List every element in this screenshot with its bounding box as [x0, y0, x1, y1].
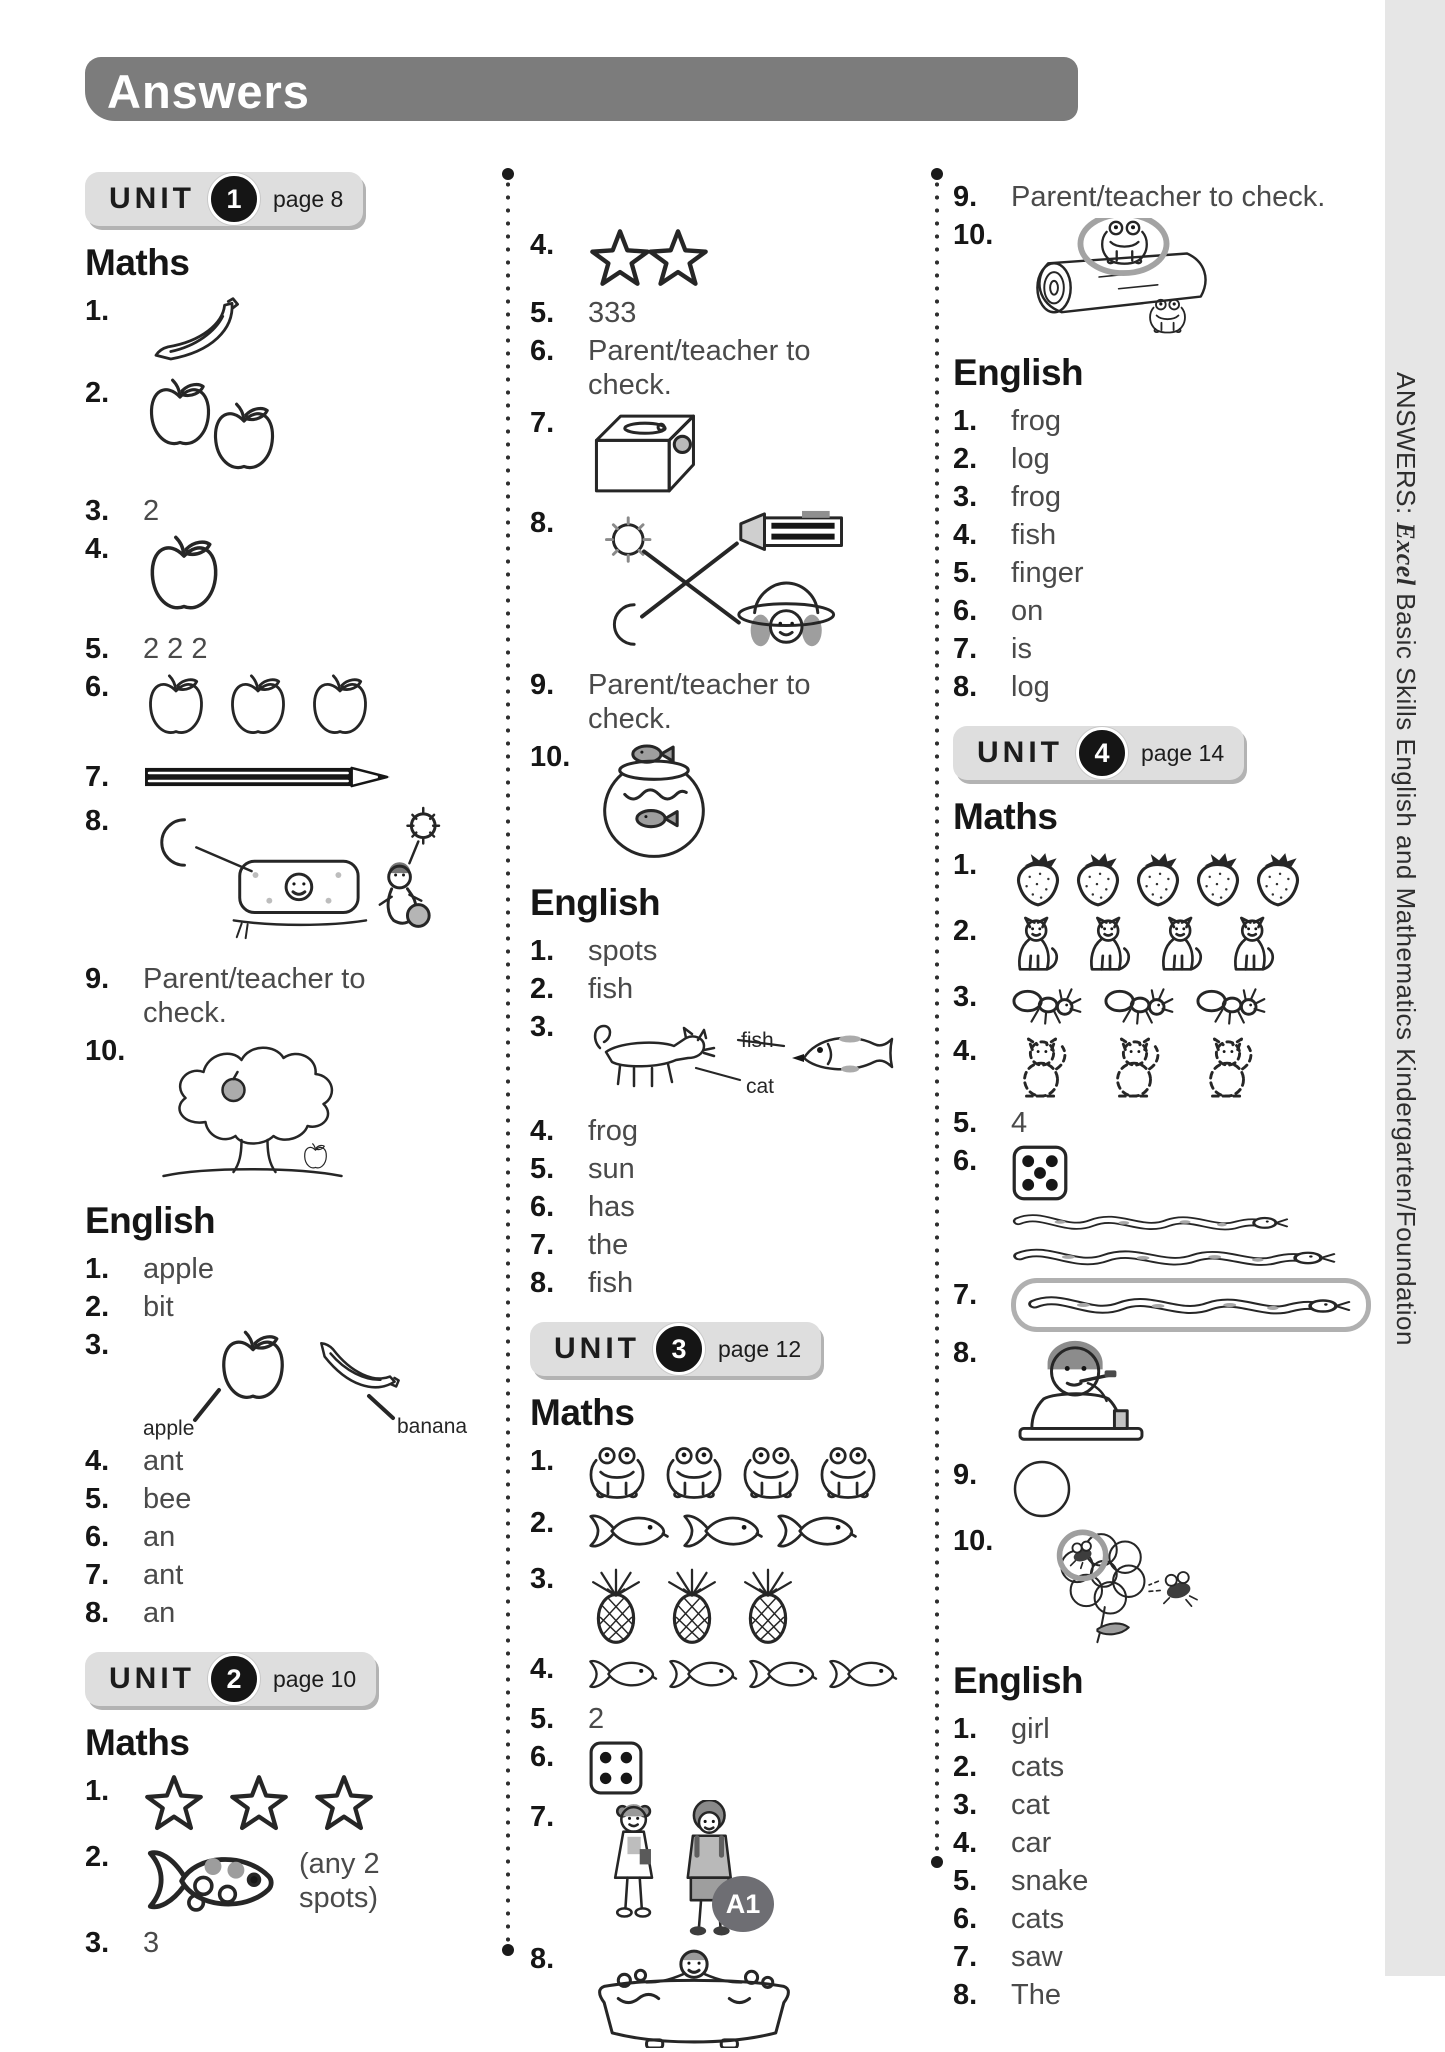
answer-item [530, 934, 902, 968]
answer-item [530, 1506, 902, 1558]
item-number: 1. [953, 849, 978, 881]
unit-3-badge [530, 1322, 821, 1376]
item-number: 8. [530, 1943, 555, 1975]
answer-text: frog [1011, 405, 1061, 437]
item-number: 3. [85, 495, 110, 527]
answer-item [530, 1562, 902, 1648]
answer-item [953, 1278, 1328, 1332]
answer-item [85, 670, 450, 744]
answer-text: frog [1011, 481, 1061, 513]
answer-item [953, 1712, 1328, 1746]
item-number: 4. [85, 533, 110, 565]
answer-item [953, 218, 1328, 336]
item-number: 3. [530, 1563, 555, 1595]
answer-item [85, 294, 450, 372]
item-number: 2. [953, 1751, 978, 1783]
answer-item [953, 1826, 1328, 1860]
answer-item [953, 1524, 1328, 1644]
answer-text: girl [1011, 1713, 1050, 1745]
divider-end-dot [931, 1856, 943, 1868]
four-fish-image [588, 1652, 898, 1698]
answer-item [953, 1336, 1328, 1454]
column-1 [85, 150, 468, 1964]
answer-text: 2 [588, 1703, 605, 1735]
apple-banana-labelled-image [143, 1328, 468, 1440]
short-snake-image [1011, 1206, 1328, 1238]
answer-text: log [1011, 443, 1050, 475]
answer-item [85, 376, 450, 482]
unit-4-badge [953, 726, 1244, 780]
answer-text: fish [1011, 519, 1057, 551]
item-number: 6. [85, 671, 110, 703]
item-number: 5. [953, 1107, 978, 1139]
five-strawberries-image [1011, 848, 1311, 910]
sidebar-running-title [1390, 372, 1421, 1346]
item-number: 2. [530, 973, 555, 1005]
answer-item [530, 1228, 902, 1262]
item-number: 2. [530, 1507, 555, 1539]
item-number: 3. [953, 481, 978, 513]
column-2 [530, 150, 902, 2052]
answer-item [85, 804, 450, 952]
answer-text: sun [588, 1153, 635, 1185]
answer-text: ant [143, 1445, 184, 1477]
item-number: 2. [85, 377, 110, 409]
item-number: 9. [530, 669, 555, 701]
item-number: 10. [530, 741, 571, 773]
banana-image [143, 294, 245, 372]
item-number: 5. [85, 1483, 110, 1515]
sun-moon-matching-image [588, 506, 860, 664]
night-day-matching-image [143, 804, 443, 952]
item-number: 9. [85, 963, 110, 995]
answer-item [530, 1152, 902, 1186]
item-number: 1. [953, 405, 978, 437]
answer-text: Parent/teacher to check. [1011, 181, 1326, 213]
answer-text: 3 [143, 1927, 160, 1959]
divider-dotted-line [506, 178, 510, 1946]
answer-text: snake [1011, 1865, 1089, 1897]
answer-item [85, 1482, 450, 1516]
unit-label: UNIT [554, 1332, 640, 1365]
answer-item [530, 668, 902, 736]
answer-text: fish [588, 973, 634, 1005]
item-number: 8. [953, 1979, 978, 2011]
pencil-image [143, 761, 395, 793]
answer-item [953, 480, 1328, 514]
answer-item [953, 1788, 1328, 1822]
answer-item [530, 506, 902, 664]
banana-label: banana [397, 1415, 468, 1438]
answer-item [85, 1840, 450, 1922]
longest-snake-circled-image [1011, 1278, 1371, 1332]
item-number: 8. [85, 805, 110, 837]
four-cats-image [1011, 914, 1291, 976]
item-number: 6. [530, 1191, 555, 1223]
page-number-badge: A1 [712, 1876, 774, 1932]
answer-item [530, 1702, 902, 1736]
item-number: 6. [953, 1903, 978, 1935]
item-number: 8. [85, 1597, 110, 1629]
answer-item [530, 972, 902, 1006]
item-number: 8. [953, 1337, 978, 1369]
answer-item [953, 518, 1328, 552]
fish-label: fish [741, 1029, 774, 1052]
circle-image [1011, 1458, 1073, 1520]
answer-item [953, 1106, 1328, 1140]
item-number: 5. [530, 1703, 555, 1735]
answer-text: has [588, 1191, 635, 1223]
unit-label: UNIT [977, 736, 1063, 769]
answer-item [953, 980, 1328, 1030]
answer-item [953, 632, 1328, 666]
answer-item [530, 1114, 902, 1148]
item-number: 3. [953, 1789, 978, 1821]
answer-item [85, 1596, 450, 1630]
item-number: 4. [530, 1653, 555, 1685]
answer-text: cats [1011, 1903, 1065, 1935]
item-number: 5. [85, 633, 110, 665]
item-number: 5. [953, 557, 978, 589]
answer-item [953, 442, 1328, 476]
unit-page-ref: page 8 [273, 185, 344, 212]
answer-text: saw [1011, 1941, 1063, 1973]
item-number: 2. [953, 915, 978, 947]
item-number: 9. [953, 181, 978, 213]
item-number: 6. [530, 1741, 555, 1773]
answer-text: apple [143, 1253, 214, 1285]
answer-text: bee [143, 1483, 192, 1515]
pencil-sharpener-image [588, 406, 710, 502]
answer-item [85, 962, 450, 1030]
item-number: 1. [85, 1253, 110, 1285]
item-number: 2. [85, 1841, 110, 1873]
maths-heading: Maths [85, 242, 190, 283]
answer-item [530, 740, 902, 866]
item-number: 1. [85, 295, 110, 327]
item-number: 7. [953, 1279, 978, 1311]
sidebar-prefix: ANSWERS: [1391, 372, 1421, 523]
four-frogs-image [588, 1444, 878, 1502]
three-apples-image [143, 670, 375, 744]
apple-image [143, 532, 225, 620]
frog-on-log-circled-image [1011, 218, 1236, 336]
answer-text: cat [1011, 1789, 1050, 1821]
unit-number-circle: 1 [208, 173, 260, 225]
unit-page-ref: page 10 [273, 1665, 357, 1692]
divider-end-dot [502, 1944, 514, 1956]
item-number: 10. [85, 1035, 126, 1067]
answer-item [530, 1010, 902, 1110]
item-number: 7. [85, 1559, 110, 1591]
child-in-bath-image [588, 1942, 800, 2048]
page-title: Answers [107, 65, 310, 118]
item-number: 3. [953, 981, 978, 1013]
answer-text: 2 [143, 495, 160, 527]
item-number: 3. [85, 1927, 110, 1959]
item-number: 10. [953, 219, 994, 251]
item-number: 2. [85, 1291, 110, 1323]
answer-text: Parent/teacher to check. [588, 335, 811, 401]
answer-item [953, 1458, 1328, 1520]
answer-item [85, 1290, 450, 1324]
sidebar-suffix: Basic Skills English and Mathematics Kindergarten/Foundation [1391, 585, 1421, 1346]
answer-text: 333 [588, 297, 637, 329]
answer-item [953, 1978, 1328, 2012]
item-number: 10. [953, 1525, 994, 1557]
answer-item [953, 670, 1328, 704]
maths-heading: Maths [953, 796, 1058, 837]
answer-text: 2 2 2 [143, 633, 208, 665]
cat-label: cat [746, 1075, 775, 1098]
answer-item [953, 848, 1328, 910]
answer-text: car [1011, 1827, 1052, 1859]
answer-item [953, 404, 1328, 438]
answer-text: The [1011, 1979, 1061, 2011]
item-number: 7. [85, 761, 110, 793]
answer-item [85, 494, 450, 528]
item-number: 7. [953, 633, 978, 665]
answer-item [530, 228, 902, 292]
unit-page-ref: page 14 [1141, 739, 1225, 766]
item-number: 6. [953, 595, 978, 627]
item-number: 1. [530, 935, 555, 967]
three-dotted-cats-image [1011, 1034, 1263, 1102]
item-number: 4. [953, 1827, 978, 1859]
die-four-dots-image [588, 1740, 644, 1796]
answer-item [953, 1902, 1328, 1936]
answer-item [85, 1444, 450, 1478]
answer-item [85, 632, 450, 666]
answer-item [953, 1750, 1328, 1784]
answer-item [85, 1926, 450, 1960]
answer-item [953, 1144, 1328, 1202]
item-number: 4. [530, 229, 555, 261]
answer-item [85, 1034, 450, 1184]
answer-item [530, 406, 902, 502]
answer-text: bit [143, 1291, 174, 1323]
answer-text: log [1011, 671, 1050, 703]
maths-heading: Maths [530, 1392, 635, 1433]
unit-2-badge [85, 1652, 376, 1706]
column-divider-left [502, 168, 514, 1956]
answer-text: on [1011, 595, 1044, 627]
item-number: 5. [953, 1865, 978, 1897]
two-apples-image [143, 376, 301, 482]
answer-text: 4 [1011, 1107, 1028, 1139]
medium-snake-image [1011, 1240, 1328, 1274]
flower-with-bee-circled-image [1011, 1524, 1241, 1644]
answer-text: an [143, 1521, 176, 1553]
unit-label: UNIT [109, 182, 195, 215]
answer-item [953, 180, 1328, 214]
answer-item [530, 1740, 902, 1796]
answer-item [530, 334, 902, 402]
answer-text: the [588, 1229, 629, 1261]
answer-text: frog [588, 1115, 638, 1147]
sidebar-brand: Excel [1391, 522, 1420, 586]
answer-text: fish [588, 1267, 634, 1299]
answer-item [530, 296, 902, 330]
item-number: 1. [953, 1713, 978, 1745]
unit-number-circle: 4 [1076, 727, 1128, 779]
item-number: 4. [953, 1035, 978, 1067]
answer-text: an [143, 1597, 176, 1629]
answer-item [953, 1940, 1328, 1974]
english-heading: English [953, 352, 1084, 393]
answer-text: Parent/teacher to check. [143, 963, 366, 1029]
answer-item [85, 1252, 450, 1286]
apple-tree-image [143, 1034, 358, 1184]
three-pineapples-image [588, 1562, 800, 1648]
answer-item [85, 532, 450, 620]
item-number: 3. [530, 1011, 555, 1043]
item-number: 4. [953, 519, 978, 551]
item-number: 4. [530, 1115, 555, 1147]
english-heading: English [530, 882, 661, 923]
answer-item [85, 1558, 450, 1592]
item-number: 3. [85, 1329, 110, 1361]
answer-item [953, 556, 1328, 590]
answer-text: is [1011, 633, 1032, 665]
answer-item [953, 594, 1328, 628]
item-number: 4. [85, 1445, 110, 1477]
unit-label: UNIT [109, 1662, 195, 1695]
answer-item [530, 1444, 902, 1502]
answer-item [530, 1652, 902, 1698]
item-number: 8. [953, 671, 978, 703]
unit-number-circle: 3 [653, 1323, 705, 1375]
item-number: 8. [530, 507, 555, 539]
item-number: 5. [530, 297, 555, 329]
item-number: 5. [530, 1153, 555, 1185]
apple-label: apple [143, 1417, 195, 1440]
answer-item [530, 1942, 902, 2048]
divider-dotted-line [935, 178, 939, 1858]
item-number: 8. [530, 1267, 555, 1299]
answer-item [530, 1190, 902, 1224]
item-number: 6. [530, 335, 555, 367]
answers-banner [85, 57, 1078, 121]
answer-item [85, 1520, 450, 1554]
two-stars-image [588, 228, 714, 292]
answer-item [85, 760, 450, 794]
unit-1-badge [85, 172, 363, 226]
maths-heading: Maths [85, 1722, 190, 1763]
item-number: 1. [530, 1445, 555, 1477]
answer-text: Parent/teacher to check. [588, 669, 811, 735]
english-heading: English [85, 1200, 216, 1241]
item-number: 9. [953, 1459, 978, 1491]
item-number: 7. [530, 1801, 555, 1833]
column-3 [953, 150, 1328, 2016]
item-number: 6. [85, 1521, 110, 1553]
answer-text: cats [1011, 1751, 1065, 1783]
answer-text: spots [588, 935, 658, 967]
item-number: 6. [953, 1145, 978, 1177]
answer-item [530, 1266, 902, 1300]
answer-item [953, 1034, 1328, 1102]
answer-item [85, 1328, 468, 1440]
item-number: 7. [530, 407, 555, 439]
answer-item [953, 1864, 1328, 1898]
answer-text: finger [1011, 557, 1084, 589]
english-heading: English [953, 1660, 1084, 1701]
answer-item [953, 914, 1328, 976]
boy-brushing-teeth-image [1011, 1336, 1151, 1454]
item-number: 7. [530, 1229, 555, 1261]
three-stars-image [143, 1774, 375, 1836]
die-five-dots-image [1011, 1144, 1069, 1202]
answer-item [85, 1774, 450, 1836]
spotted-fish-image [143, 1840, 283, 1922]
item-number: 2. [953, 443, 978, 475]
three-ants-image [1011, 980, 1281, 1030]
answer-note: (any 2 spots) [299, 1848, 380, 1914]
unit-page-ref: page 12 [718, 1335, 802, 1362]
item-number: 7. [953, 1941, 978, 1973]
answer-text: ant [143, 1559, 184, 1591]
unit-number-circle: 2 [208, 1653, 260, 1705]
cat-fish-labelled-image [588, 1010, 902, 1110]
three-fish-image [588, 1506, 860, 1558]
fishbowl-image [588, 740, 720, 866]
item-number: 1. [85, 1775, 110, 1807]
